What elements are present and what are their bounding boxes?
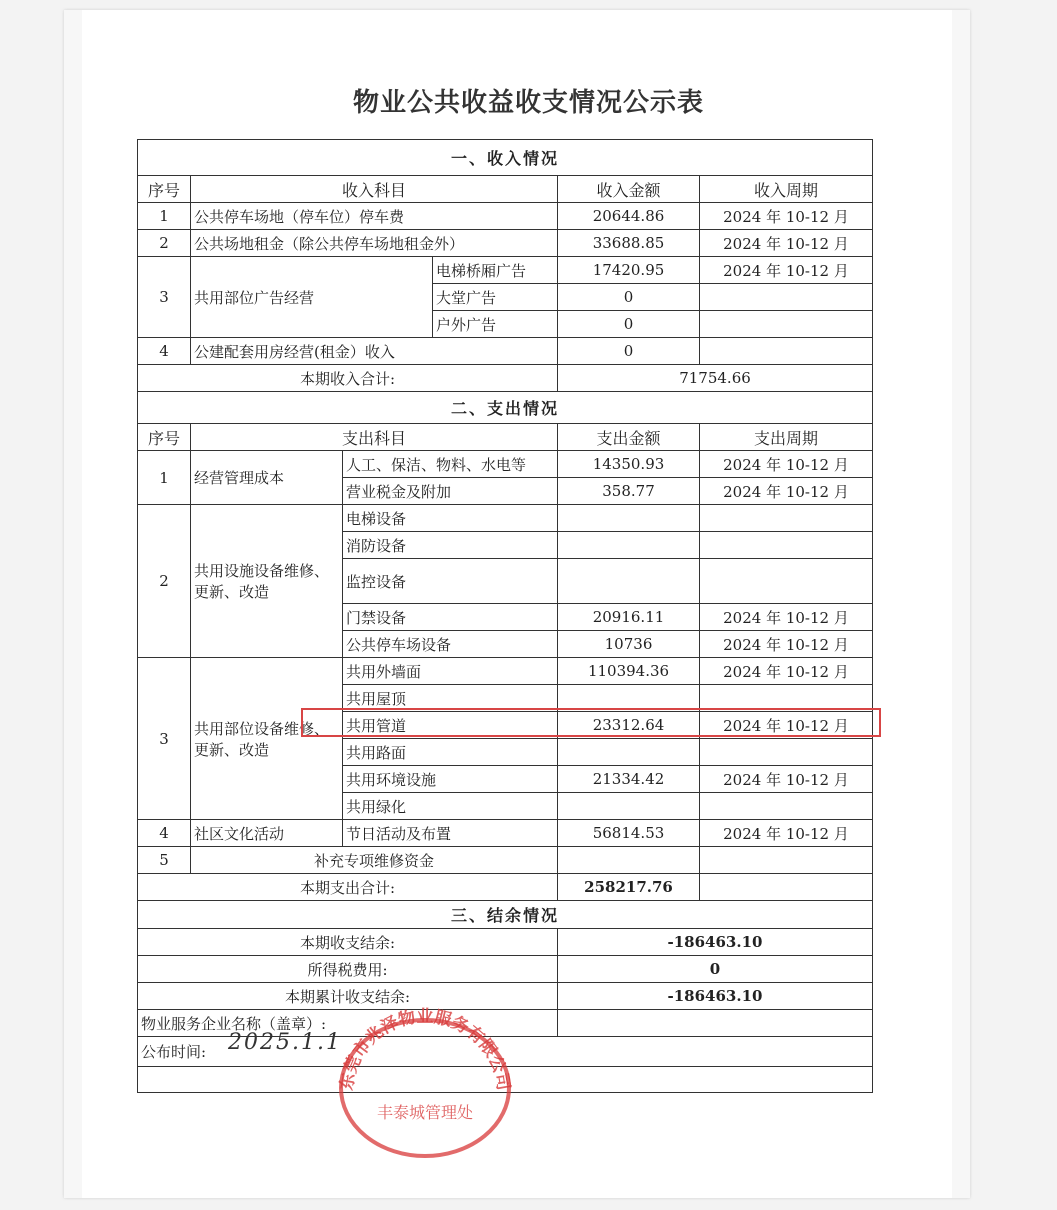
- row-amount: 20644.86: [557, 202, 700, 230]
- section-expense-header: 二、支出情况: [137, 391, 873, 424]
- company-value: [557, 1009, 873, 1037]
- group-no: 1: [137, 450, 191, 505]
- section-balance-header: 三、结余情况: [137, 900, 873, 929]
- group-item: [190, 657, 343, 820]
- col-header-item: 支出科目: [190, 423, 558, 451]
- sub-item: 人工、保洁、物料、水电等: [342, 450, 558, 478]
- handwritten-date: 2025.1.1: [228, 1030, 342, 1055]
- group-item: 经营管理成本: [190, 450, 343, 505]
- col-header-item: 收入科目: [190, 175, 558, 203]
- row-amount: 56814.53: [557, 819, 700, 847]
- col-header-amount: 支出金额: [557, 423, 700, 451]
- row-amount: [557, 738, 700, 766]
- sub-item: 共用管道: [342, 711, 558, 739]
- row-period: [699, 337, 873, 365]
- expense-total-value: 258217.76: [557, 873, 700, 901]
- row-period: [699, 792, 873, 820]
- row-amount: 0: [557, 283, 700, 311]
- row-amount: 0: [557, 310, 700, 338]
- row-amount: 23312.64: [557, 711, 700, 739]
- row-no: 3: [137, 256, 191, 338]
- row-period: [699, 504, 873, 532]
- row-amount: 20916.11: [557, 603, 700, 631]
- row-no: 4: [137, 337, 191, 365]
- sub-item: 公共停车场设备: [342, 630, 558, 658]
- sub-item: 监控设备: [342, 558, 558, 604]
- svg-text:东莞市兆泽物业服务有限公司: [336, 1006, 513, 1091]
- row-amount: 0: [557, 337, 700, 365]
- row-period: 2024 年 10-12 月: [699, 603, 873, 631]
- sub-item: 大堂广告: [432, 283, 558, 311]
- row-amount: 33688.85: [557, 229, 700, 257]
- row-period: 2024 年 10-12 月: [699, 450, 873, 478]
- col-header-no: 序号: [137, 423, 191, 451]
- balance-label: 本期累计收支结余:: [137, 982, 558, 1010]
- row-period: 2024 年 10-12 月: [699, 765, 873, 793]
- row-amount: 17420.95: [557, 256, 700, 284]
- row-amount: 358.77: [557, 477, 700, 505]
- row-period: 2024 年 10-12 月: [699, 477, 873, 505]
- row-amount: 21334.42: [557, 765, 700, 793]
- group-item: 社区文化活动: [190, 819, 343, 847]
- document-title: 物业公共收益收支情况公示表: [352, 88, 704, 118]
- row-amount: [557, 504, 700, 532]
- row-period: 2024 年 10-12 月: [699, 711, 873, 739]
- balance-label: 所得税费用:: [137, 955, 558, 983]
- row-period: 2024 年 10-12 月: [699, 229, 873, 257]
- income-total-value: 71754.66: [557, 364, 873, 392]
- row-item: 公建配套用房经营(租金）收入: [190, 337, 558, 365]
- row-amount: [557, 531, 700, 559]
- row-period: [699, 558, 873, 604]
- row-amount: 10736: [557, 630, 700, 658]
- group-item: [190, 504, 343, 658]
- group-item: 补充专项维修资金: [190, 846, 558, 874]
- page-edge-right: [952, 10, 970, 1198]
- sub-item: 户外广告: [432, 310, 558, 338]
- sub-item: 共用环境设施: [342, 765, 558, 793]
- row-period: 2024 年 10-12 月: [699, 256, 873, 284]
- row-period: [699, 531, 873, 559]
- sub-item: 电梯桥厢广告: [432, 256, 558, 284]
- sub-item: 共用路面: [342, 738, 558, 766]
- balance-value: -186463.10: [557, 982, 873, 1010]
- col-header-amount: 收入金额: [557, 175, 700, 203]
- row-period: 2024 年 10-12 月: [699, 657, 873, 685]
- row-amount: [557, 558, 700, 604]
- row-period: [699, 846, 873, 874]
- seal-outer-text: 东莞市兆泽物业服务有限公司: [336, 1007, 514, 1092]
- expense-total-label: 本期支出合计:: [137, 873, 558, 901]
- col-header-period: 支出周期: [699, 423, 873, 451]
- balance-value: 0: [557, 955, 873, 983]
- group-no: 5: [137, 846, 191, 874]
- section-income-header: 一、收入情况: [137, 139, 873, 176]
- company-label: 物业服务企业名称（盖章）:: [137, 1009, 558, 1037]
- row-item: 公共停车场地（停车位）停车费: [190, 202, 558, 230]
- group-item-line: 共用设施设备维修、: [194, 562, 330, 580]
- seal-inner-text: 丰泰城管理处: [376, 1103, 474, 1122]
- row-amount: 14350.93: [557, 450, 700, 478]
- sub-item: 共用绿化: [342, 792, 558, 820]
- company-seal-icon: [330, 1000, 520, 1160]
- row-no: 2: [137, 229, 191, 257]
- row-period: 2024 年 10-12 月: [699, 819, 873, 847]
- group-item-line: 共用部位设备维修、: [194, 719, 330, 738]
- balance-value: -186463.10: [557, 928, 873, 956]
- sub-item: 电梯设备: [342, 504, 558, 532]
- row-period: [699, 310, 873, 338]
- sub-item: 消防设备: [342, 531, 558, 559]
- highlight-box: [301, 708, 881, 737]
- group-no: 2: [137, 504, 191, 658]
- row-no: 1: [137, 202, 191, 230]
- row-amount: 110394.36: [557, 657, 700, 685]
- sub-item: 营业税金及附加: [342, 477, 558, 505]
- row-item: 公共场地租金（除公共停车场地租金外）: [190, 229, 558, 257]
- row-item: 共用部位广告经营: [190, 256, 433, 338]
- row-amount: [557, 846, 700, 874]
- sub-item: 共用屋顶: [342, 684, 558, 712]
- sub-item: 门禁设备: [342, 603, 558, 631]
- sub-item: 节日活动及布置: [342, 819, 558, 847]
- row-period: 2024 年 10-12 月: [699, 202, 873, 230]
- row-period: [699, 738, 873, 766]
- row-period: 2024 年 10-12 月: [699, 630, 873, 658]
- col-header-no: 序号: [137, 175, 191, 203]
- group-no: 4: [137, 819, 191, 847]
- group-item-line: 更新、改造: [194, 583, 270, 601]
- page-edge-left: [64, 10, 82, 1198]
- group-item-line: 更新、改造: [194, 740, 270, 759]
- income-total-label: 本期收入合计:: [137, 364, 558, 392]
- row-amount: [557, 792, 700, 820]
- group-no: 3: [137, 657, 191, 820]
- publish-date-row: 公布时间:: [137, 1036, 873, 1067]
- col-header-period: 收入周期: [699, 175, 873, 203]
- sub-item: 共用外墙面: [342, 657, 558, 685]
- row-period: [699, 873, 873, 901]
- balance-label: 本期收支结余:: [137, 928, 558, 956]
- row-period: [699, 283, 873, 311]
